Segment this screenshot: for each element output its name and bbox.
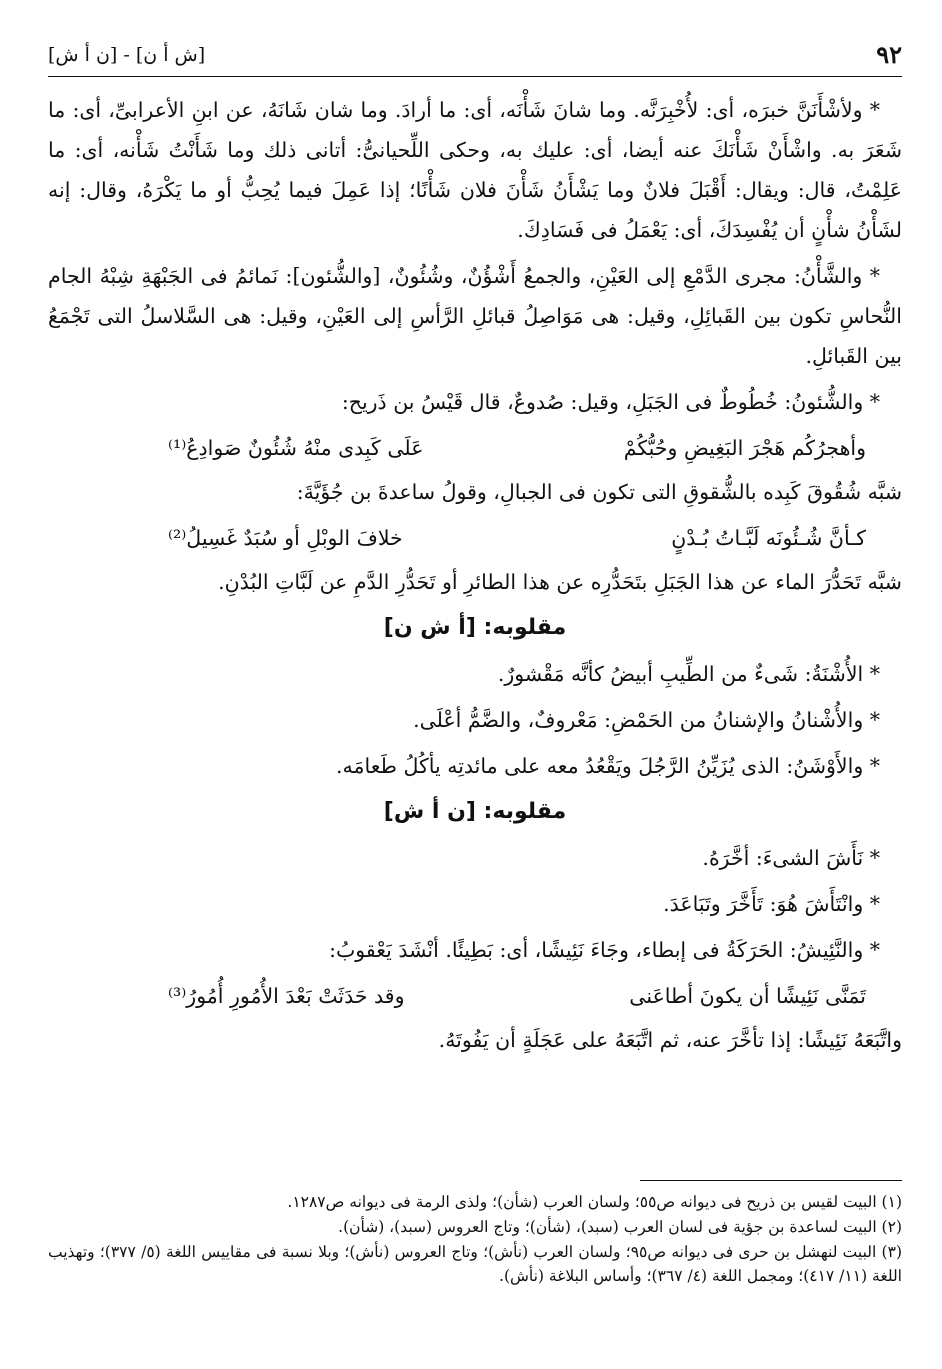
footnote-divider (640, 1180, 902, 1181)
verse-second-hemistich: عَلَى كَبِدى منْهُ شُئُونٌ صَوادِعُ⁽¹⁾ (168, 436, 424, 460)
main-text (48, 90, 902, 1066)
paragraph: شبَّه شُقُوقَ كَبِده بالشُّقوقِ التى تكون فى الجبالِ، وقولُ ساعدةَ بن جُؤَيَّةَ: (296, 480, 902, 504)
paragraph: * ولأشْأَنَنَّ خبرَه، أى: لأُخْبِرَنَّه. وما شانَ شَأْنَه، أى: ما أرادَ. وما شان شَانَهُ، عن ابنِ الأعرابىِّ، أى: ما شَعَرَ به. واشْأَنْ شَأْنَكَ عنه أيضا، أى: عليك به، وحكى اللِّحيانىُّ: أتانى ذلك وما شَأَنْتُ شَأْنه، أى: ما عَلِمْتُ، قال: ويقال: أَقْبَلَ فلانٌ وما يَشْأَنُ شَأْنَ فلان شَأْنًا؛ إذا عَمِلَ فيما يُحِبُّ أو ما يَكْرَهُ، وقال: إنه لشَأْنُ شأْنٍ أن يُفْسِدَكَ، أى: يَعْمَلُ فى فَسَادِكَ. (48, 98, 902, 242)
section-heading: مقلوبه: [أ ش ن] (383, 615, 567, 640)
poetry-verse (48, 976, 902, 1016)
verse-first-hemistich: تَمَنَّى نَئِيشًا أن يكونَ أطاعَنى (629, 984, 866, 1008)
verse-second-hemistich: وقد حَدَثَتْ بَعْدَ الأُمُورِ أُمُورُ⁽³⁾ (168, 984, 405, 1008)
running-head: [ش أ ن] - [ن أ ش] (48, 44, 206, 66)
paragraph: * والشَّأْنُ: مجرى الدَّمْعِ إلى العَيْنِ، والجمعُ أَشْؤُنٌ، وشُئُونٌ، [والشُّئون]: نَمائمُ فى الجَبْهَةِ شِبْهُ الجام النُّحاسِ تكون بين القَبائِلِ، وقيل: هى مَوَاصِلُ قبائلِ الرَّأسِ إلى العَيْنِ، وقيل: هى السَّلاسلُ التى تَجْمَعُ بين القَبائلِ. (48, 264, 902, 368)
poetry-verse (48, 518, 902, 558)
poetry-verse (48, 428, 902, 468)
footnote: (٢) البيت لساعدة بن جؤية فى لسان العرب (سبد)، (شأن)؛ وتاج العروس (سبد)، (شأن). (338, 1218, 902, 1236)
footnote: (٣) البيت لنهشل بن حرى فى ديوانه ص٩٥؛ ولسان العرب (نأش)؛ وتاج العروس (نأش)؛ وبلا نسبة فى مقاييس اللغة (٥/ ٣٧٧)؛ وتهذيب اللغة (١١/ ٤١٧)؛ ومجمل اللغة (٤/ ٣٦٧)؛ وأساس البلاغة (نأش). (48, 1243, 902, 1285)
paragraph: * والأُشْنانُ والإشنانُ من الحَمْضِ: مَعْروفٌ، والضَّمُّ أعْلَى. (413, 708, 880, 732)
footnote: (١) البيت لقيس بن ذريح فى ديوانه ص٥٥؛ ولسان العرب (شأن)؛ ولذى الرمة فى ديوانه ص١٢٨٧. (287, 1193, 902, 1211)
paragraph: * والأَوْشَنُ: الذى يُزَيِّنُ الرَّجُلَ ويَقْعُدُ معه على مائدتِه يأكُلُ طَعامَه. (336, 754, 880, 778)
paragraph: * نَأَشَ الشىءَ: أخَّرَهُ. (702, 846, 880, 870)
page-header (48, 36, 902, 77)
verse-second-hemistich: خلافَ الوبْلِ أو سُبَدٌ غَسِيلُ⁽²⁾ (168, 526, 403, 550)
verse-first-hemistich: كـأنَّ شُـئُونَه لَبَّـاتُ بُـدْنٍ (671, 526, 866, 550)
paragraph: شبَّه تَحَدُّرَ الماء عن هذا الجَبَلِ بتَحَدُّرِه عن هذا الطائرِ أو تَحَدُّرِ الدَّمِ عن لَبَّاتِ البُدْنِ. (218, 570, 902, 594)
paragraph: * والشُّئونُ: خُطُوطٌ فى الجَبَلِ، وقيل: صُدوعٌ، قال قَيْسُ بن ذَريح: (341, 390, 880, 414)
paragraph: * وانْتَأَشَ هُوَ: تَأَخَّرَ وتَبَاعَدَ. (663, 892, 880, 916)
paragraph: واتَّبَعَهُ نَئِيشًا: إذا تأخَّرَ عنه، ثم اتَّبَعَهُ على عَجَلَةٍ أن يَفُوتَهُ. (438, 1028, 902, 1052)
paragraph: * والنَّئِيشُ: الحَرَكَةُ فى إبطاء، وجَاءَ نَئِيشًا، أى: بَطِيئًا. أنْشَدَ يَعْقوبُ: (329, 938, 880, 962)
section-heading: مقلوبه: [ن أ ش] (383, 799, 567, 824)
paragraph: * الأُشْنَةُ: شَىءٌ من الطِّيبِ أبيضُ كأنَّه مَقْشورٌ. (497, 662, 880, 686)
verse-first-hemistich: وأهجرُكُم هَجْرَ البَغِيضِ وحُبُّكُمْ (623, 436, 866, 460)
page-number: ٩٢ (876, 40, 902, 69)
footnotes (48, 1190, 902, 1289)
